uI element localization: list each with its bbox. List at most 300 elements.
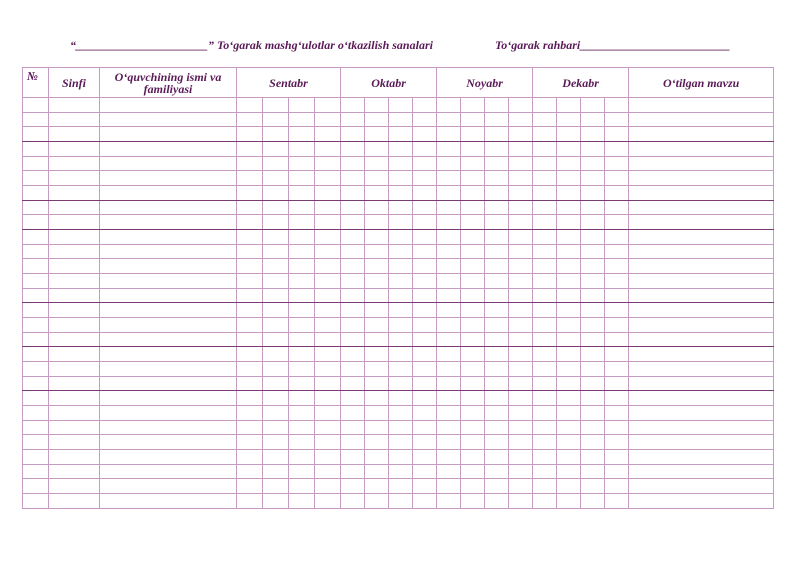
attendance-cell[interactable] xyxy=(237,274,263,289)
attendance-cell[interactable] xyxy=(437,142,461,157)
class-cell[interactable] xyxy=(49,376,100,391)
number-cell[interactable] xyxy=(23,479,49,494)
attendance-cell[interactable] xyxy=(485,186,509,201)
attendance-cell[interactable] xyxy=(389,406,413,421)
attendance-cell[interactable] xyxy=(437,494,461,509)
student-name-cell[interactable] xyxy=(100,347,237,362)
attendance-cell[interactable] xyxy=(485,98,509,113)
attendance-cell[interactable] xyxy=(315,450,341,465)
attendance-cell[interactable] xyxy=(237,288,263,303)
number-cell[interactable] xyxy=(23,200,49,215)
student-name-cell[interactable] xyxy=(100,171,237,186)
attendance-cell[interactable] xyxy=(461,362,485,377)
attendance-cell[interactable] xyxy=(461,376,485,391)
attendance-cell[interactable] xyxy=(389,186,413,201)
attendance-cell[interactable] xyxy=(581,171,605,186)
attendance-cell[interactable] xyxy=(533,186,557,201)
topic-cell[interactable] xyxy=(629,347,774,362)
attendance-cell[interactable] xyxy=(557,186,581,201)
attendance-cell[interactable] xyxy=(485,274,509,289)
attendance-cell[interactable] xyxy=(263,215,289,230)
attendance-cell[interactable] xyxy=(533,332,557,347)
attendance-cell[interactable] xyxy=(533,244,557,259)
number-cell[interactable] xyxy=(23,347,49,362)
attendance-cell[interactable] xyxy=(365,127,389,142)
attendance-cell[interactable] xyxy=(389,347,413,362)
attendance-cell[interactable] xyxy=(237,112,263,127)
attendance-cell[interactable] xyxy=(605,479,629,494)
attendance-cell[interactable] xyxy=(557,318,581,333)
attendance-cell[interactable] xyxy=(289,318,315,333)
topic-cell[interactable] xyxy=(629,244,774,259)
class-cell[interactable] xyxy=(49,156,100,171)
attendance-cell[interactable] xyxy=(341,200,365,215)
attendance-cell[interactable] xyxy=(389,112,413,127)
attendance-cell[interactable] xyxy=(509,303,533,318)
attendance-cell[interactable] xyxy=(237,142,263,157)
attendance-cell[interactable] xyxy=(437,318,461,333)
attendance-cell[interactable] xyxy=(533,288,557,303)
attendance-cell[interactable] xyxy=(557,450,581,465)
attendance-cell[interactable] xyxy=(315,391,341,406)
attendance-cell[interactable] xyxy=(315,362,341,377)
attendance-cell[interactable] xyxy=(581,244,605,259)
number-cell[interactable] xyxy=(23,259,49,274)
attendance-cell[interactable] xyxy=(461,464,485,479)
attendance-cell[interactable] xyxy=(605,318,629,333)
attendance-cell[interactable] xyxy=(237,244,263,259)
attendance-cell[interactable] xyxy=(365,494,389,509)
class-cell[interactable] xyxy=(49,244,100,259)
attendance-cell[interactable] xyxy=(557,362,581,377)
class-cell[interactable] xyxy=(49,288,100,303)
attendance-cell[interactable] xyxy=(581,142,605,157)
number-cell[interactable] xyxy=(23,171,49,186)
attendance-cell[interactable] xyxy=(485,318,509,333)
attendance-cell[interactable] xyxy=(605,391,629,406)
attendance-cell[interactable] xyxy=(461,171,485,186)
attendance-cell[interactable] xyxy=(289,450,315,465)
attendance-cell[interactable] xyxy=(263,450,289,465)
attendance-cell[interactable] xyxy=(413,347,437,362)
attendance-cell[interactable] xyxy=(365,244,389,259)
attendance-cell[interactable] xyxy=(263,391,289,406)
attendance-cell[interactable] xyxy=(289,171,315,186)
attendance-cell[interactable] xyxy=(237,376,263,391)
attendance-cell[interactable] xyxy=(605,112,629,127)
attendance-cell[interactable] xyxy=(237,318,263,333)
attendance-cell[interactable] xyxy=(437,479,461,494)
attendance-cell[interactable] xyxy=(437,391,461,406)
attendance-cell[interactable] xyxy=(509,142,533,157)
attendance-cell[interactable] xyxy=(533,347,557,362)
attendance-cell[interactable] xyxy=(533,494,557,509)
number-cell[interactable] xyxy=(23,288,49,303)
attendance-cell[interactable] xyxy=(557,303,581,318)
attendance-cell[interactable] xyxy=(605,200,629,215)
attendance-cell[interactable] xyxy=(341,230,365,245)
number-cell[interactable] xyxy=(23,406,49,421)
attendance-cell[interactable] xyxy=(605,171,629,186)
attendance-cell[interactable] xyxy=(237,391,263,406)
topic-cell[interactable] xyxy=(629,288,774,303)
attendance-cell[interactable] xyxy=(533,376,557,391)
attendance-cell[interactable] xyxy=(485,494,509,509)
attendance-cell[interactable] xyxy=(263,479,289,494)
attendance-cell[interactable] xyxy=(437,303,461,318)
attendance-cell[interactable] xyxy=(485,450,509,465)
attendance-cell[interactable] xyxy=(557,244,581,259)
attendance-cell[interactable] xyxy=(557,494,581,509)
attendance-cell[interactable] xyxy=(413,288,437,303)
attendance-cell[interactable] xyxy=(315,420,341,435)
attendance-cell[interactable] xyxy=(557,288,581,303)
student-name-cell[interactable] xyxy=(100,435,237,450)
attendance-cell[interactable] xyxy=(389,200,413,215)
attendance-cell[interactable] xyxy=(557,98,581,113)
number-cell[interactable] xyxy=(23,362,49,377)
attendance-cell[interactable] xyxy=(509,156,533,171)
attendance-cell[interactable] xyxy=(413,171,437,186)
number-cell[interactable] xyxy=(23,332,49,347)
attendance-cell[interactable] xyxy=(263,406,289,421)
attendance-cell[interactable] xyxy=(315,98,341,113)
attendance-cell[interactable] xyxy=(413,362,437,377)
attendance-cell[interactable] xyxy=(289,156,315,171)
attendance-cell[interactable] xyxy=(413,391,437,406)
attendance-cell[interactable] xyxy=(315,376,341,391)
attendance-cell[interactable] xyxy=(263,200,289,215)
attendance-cell[interactable] xyxy=(263,376,289,391)
attendance-cell[interactable] xyxy=(485,156,509,171)
attendance-cell[interactable] xyxy=(289,479,315,494)
attendance-cell[interactable] xyxy=(413,230,437,245)
attendance-cell[interactable] xyxy=(581,376,605,391)
attendance-cell[interactable] xyxy=(413,156,437,171)
number-cell[interactable] xyxy=(23,156,49,171)
student-name-cell[interactable] xyxy=(100,215,237,230)
attendance-cell[interactable] xyxy=(509,288,533,303)
attendance-cell[interactable] xyxy=(509,450,533,465)
topic-cell[interactable] xyxy=(629,435,774,450)
attendance-cell[interactable] xyxy=(289,244,315,259)
attendance-cell[interactable] xyxy=(485,259,509,274)
class-cell[interactable] xyxy=(49,186,100,201)
attendance-cell[interactable] xyxy=(413,376,437,391)
attendance-cell[interactable] xyxy=(437,464,461,479)
attendance-cell[interactable] xyxy=(341,259,365,274)
attendance-cell[interactable] xyxy=(237,347,263,362)
attendance-cell[interactable] xyxy=(485,127,509,142)
attendance-cell[interactable] xyxy=(237,200,263,215)
attendance-cell[interactable] xyxy=(485,479,509,494)
attendance-cell[interactable] xyxy=(289,127,315,142)
student-name-cell[interactable] xyxy=(100,362,237,377)
attendance-cell[interactable] xyxy=(365,259,389,274)
attendance-cell[interactable] xyxy=(341,127,365,142)
attendance-cell[interactable] xyxy=(557,200,581,215)
attendance-cell[interactable] xyxy=(413,274,437,289)
attendance-cell[interactable] xyxy=(315,494,341,509)
attendance-cell[interactable] xyxy=(389,215,413,230)
student-name-cell[interactable] xyxy=(100,318,237,333)
attendance-cell[interactable] xyxy=(509,332,533,347)
attendance-cell[interactable] xyxy=(509,112,533,127)
attendance-cell[interactable] xyxy=(413,200,437,215)
attendance-cell[interactable] xyxy=(263,288,289,303)
attendance-cell[interactable] xyxy=(509,464,533,479)
number-cell[interactable] xyxy=(23,420,49,435)
class-cell[interactable] xyxy=(49,435,100,450)
attendance-cell[interactable] xyxy=(437,450,461,465)
class-cell[interactable] xyxy=(49,332,100,347)
class-cell[interactable] xyxy=(49,406,100,421)
student-name-cell[interactable] xyxy=(100,479,237,494)
attendance-cell[interactable] xyxy=(581,406,605,421)
attendance-cell[interactable] xyxy=(461,259,485,274)
attendance-cell[interactable] xyxy=(413,259,437,274)
student-name-cell[interactable] xyxy=(100,303,237,318)
attendance-cell[interactable] xyxy=(605,274,629,289)
attendance-cell[interactable] xyxy=(365,391,389,406)
student-name-cell[interactable] xyxy=(100,200,237,215)
attendance-cell[interactable] xyxy=(289,259,315,274)
attendance-cell[interactable] xyxy=(605,347,629,362)
attendance-cell[interactable] xyxy=(341,406,365,421)
topic-cell[interactable] xyxy=(629,186,774,201)
attendance-cell[interactable] xyxy=(289,435,315,450)
attendance-cell[interactable] xyxy=(365,171,389,186)
attendance-cell[interactable] xyxy=(389,127,413,142)
attendance-cell[interactable] xyxy=(289,98,315,113)
number-cell[interactable] xyxy=(23,112,49,127)
attendance-cell[interactable] xyxy=(413,318,437,333)
class-cell[interactable] xyxy=(49,274,100,289)
attendance-cell[interactable] xyxy=(485,200,509,215)
attendance-cell[interactable] xyxy=(389,362,413,377)
class-cell[interactable] xyxy=(49,362,100,377)
class-cell[interactable] xyxy=(49,200,100,215)
attendance-cell[interactable] xyxy=(237,171,263,186)
attendance-cell[interactable] xyxy=(289,464,315,479)
attendance-cell[interactable] xyxy=(605,215,629,230)
attendance-cell[interactable] xyxy=(365,215,389,230)
attendance-cell[interactable] xyxy=(461,200,485,215)
attendance-cell[interactable] xyxy=(237,230,263,245)
attendance-cell[interactable] xyxy=(263,435,289,450)
attendance-cell[interactable] xyxy=(509,435,533,450)
attendance-cell[interactable] xyxy=(509,420,533,435)
attendance-cell[interactable] xyxy=(581,494,605,509)
attendance-cell[interactable] xyxy=(557,464,581,479)
attendance-cell[interactable] xyxy=(263,259,289,274)
attendance-cell[interactable] xyxy=(461,127,485,142)
attendance-cell[interactable] xyxy=(341,186,365,201)
attendance-cell[interactable] xyxy=(533,362,557,377)
attendance-cell[interactable] xyxy=(389,274,413,289)
attendance-cell[interactable] xyxy=(365,464,389,479)
student-name-cell[interactable] xyxy=(100,156,237,171)
attendance-cell[interactable] xyxy=(263,156,289,171)
attendance-cell[interactable] xyxy=(509,200,533,215)
attendance-cell[interactable] xyxy=(237,98,263,113)
attendance-cell[interactable] xyxy=(315,303,341,318)
attendance-cell[interactable] xyxy=(581,200,605,215)
attendance-cell[interactable] xyxy=(437,215,461,230)
class-cell[interactable] xyxy=(49,347,100,362)
student-name-cell[interactable] xyxy=(100,98,237,113)
attendance-cell[interactable] xyxy=(365,435,389,450)
attendance-cell[interactable] xyxy=(289,347,315,362)
attendance-cell[interactable] xyxy=(389,391,413,406)
attendance-cell[interactable] xyxy=(581,259,605,274)
attendance-cell[interactable] xyxy=(237,420,263,435)
attendance-cell[interactable] xyxy=(389,464,413,479)
student-name-cell[interactable] xyxy=(100,450,237,465)
attendance-cell[interactable] xyxy=(485,435,509,450)
attendance-cell[interactable] xyxy=(581,127,605,142)
attendance-cell[interactable] xyxy=(533,200,557,215)
attendance-cell[interactable] xyxy=(581,112,605,127)
attendance-cell[interactable] xyxy=(315,347,341,362)
attendance-cell[interactable] xyxy=(413,494,437,509)
class-cell[interactable] xyxy=(49,450,100,465)
attendance-cell[interactable] xyxy=(605,186,629,201)
attendance-cell[interactable] xyxy=(413,142,437,157)
attendance-cell[interactable] xyxy=(461,230,485,245)
attendance-cell[interactable] xyxy=(557,435,581,450)
attendance-cell[interactable] xyxy=(437,347,461,362)
attendance-cell[interactable] xyxy=(533,406,557,421)
attendance-cell[interactable] xyxy=(533,98,557,113)
attendance-cell[interactable] xyxy=(533,171,557,186)
attendance-cell[interactable] xyxy=(461,494,485,509)
attendance-cell[interactable] xyxy=(389,288,413,303)
attendance-cell[interactable] xyxy=(605,142,629,157)
attendance-cell[interactable] xyxy=(437,274,461,289)
attendance-cell[interactable] xyxy=(485,391,509,406)
student-name-cell[interactable] xyxy=(100,274,237,289)
attendance-cell[interactable] xyxy=(341,215,365,230)
topic-cell[interactable] xyxy=(629,230,774,245)
topic-cell[interactable] xyxy=(629,479,774,494)
attendance-cell[interactable] xyxy=(315,464,341,479)
topic-cell[interactable] xyxy=(629,112,774,127)
attendance-cell[interactable] xyxy=(509,362,533,377)
attendance-cell[interactable] xyxy=(605,156,629,171)
attendance-cell[interactable] xyxy=(341,171,365,186)
attendance-cell[interactable] xyxy=(237,215,263,230)
topic-cell[interactable] xyxy=(629,259,774,274)
attendance-cell[interactable] xyxy=(509,318,533,333)
number-cell[interactable] xyxy=(23,215,49,230)
number-cell[interactable] xyxy=(23,450,49,465)
attendance-cell[interactable] xyxy=(581,303,605,318)
attendance-cell[interactable] xyxy=(315,259,341,274)
attendance-cell[interactable] xyxy=(289,494,315,509)
attendance-cell[interactable] xyxy=(533,259,557,274)
attendance-cell[interactable] xyxy=(315,244,341,259)
attendance-cell[interactable] xyxy=(315,142,341,157)
attendance-cell[interactable] xyxy=(461,274,485,289)
attendance-cell[interactable] xyxy=(581,347,605,362)
attendance-cell[interactable] xyxy=(605,288,629,303)
attendance-cell[interactable] xyxy=(389,494,413,509)
attendance-cell[interactable] xyxy=(437,230,461,245)
attendance-cell[interactable] xyxy=(315,435,341,450)
student-name-cell[interactable] xyxy=(100,288,237,303)
attendance-cell[interactable] xyxy=(605,435,629,450)
attendance-cell[interactable] xyxy=(413,464,437,479)
attendance-cell[interactable] xyxy=(485,406,509,421)
attendance-cell[interactable] xyxy=(557,127,581,142)
attendance-cell[interactable] xyxy=(533,303,557,318)
attendance-cell[interactable] xyxy=(341,479,365,494)
class-cell[interactable] xyxy=(49,127,100,142)
number-cell[interactable] xyxy=(23,376,49,391)
attendance-cell[interactable] xyxy=(485,464,509,479)
attendance-cell[interactable] xyxy=(289,112,315,127)
attendance-cell[interactable] xyxy=(509,127,533,142)
number-cell[interactable] xyxy=(23,391,49,406)
class-cell[interactable] xyxy=(49,215,100,230)
topic-cell[interactable] xyxy=(629,391,774,406)
attendance-cell[interactable] xyxy=(341,435,365,450)
attendance-cell[interactable] xyxy=(557,406,581,421)
attendance-cell[interactable] xyxy=(605,494,629,509)
student-name-cell[interactable] xyxy=(100,464,237,479)
attendance-cell[interactable] xyxy=(263,112,289,127)
attendance-cell[interactable] xyxy=(605,230,629,245)
attendance-cell[interactable] xyxy=(263,362,289,377)
attendance-cell[interactable] xyxy=(413,186,437,201)
attendance-cell[interactable] xyxy=(437,420,461,435)
attendance-cell[interactable] xyxy=(509,406,533,421)
student-name-cell[interactable] xyxy=(100,406,237,421)
attendance-cell[interactable] xyxy=(461,406,485,421)
attendance-cell[interactable] xyxy=(485,288,509,303)
number-cell[interactable] xyxy=(23,435,49,450)
attendance-cell[interactable] xyxy=(341,274,365,289)
attendance-cell[interactable] xyxy=(237,259,263,274)
attendance-cell[interactable] xyxy=(365,98,389,113)
attendance-cell[interactable] xyxy=(437,156,461,171)
topic-cell[interactable] xyxy=(629,332,774,347)
attendance-cell[interactable] xyxy=(315,230,341,245)
attendance-cell[interactable] xyxy=(509,244,533,259)
attendance-cell[interactable] xyxy=(413,479,437,494)
attendance-cell[interactable] xyxy=(263,332,289,347)
topic-cell[interactable] xyxy=(629,303,774,318)
attendance-cell[interactable] xyxy=(413,244,437,259)
attendance-cell[interactable] xyxy=(389,376,413,391)
attendance-cell[interactable] xyxy=(389,230,413,245)
attendance-cell[interactable] xyxy=(605,376,629,391)
attendance-cell[interactable] xyxy=(365,318,389,333)
attendance-cell[interactable] xyxy=(509,274,533,289)
attendance-cell[interactable] xyxy=(315,215,341,230)
attendance-cell[interactable] xyxy=(289,274,315,289)
attendance-cell[interactable] xyxy=(315,318,341,333)
attendance-cell[interactable] xyxy=(341,494,365,509)
attendance-cell[interactable] xyxy=(581,450,605,465)
attendance-cell[interactable] xyxy=(341,288,365,303)
attendance-cell[interactable] xyxy=(315,200,341,215)
topic-cell[interactable] xyxy=(629,376,774,391)
attendance-cell[interactable] xyxy=(461,332,485,347)
attendance-cell[interactable] xyxy=(437,259,461,274)
attendance-cell[interactable] xyxy=(485,376,509,391)
